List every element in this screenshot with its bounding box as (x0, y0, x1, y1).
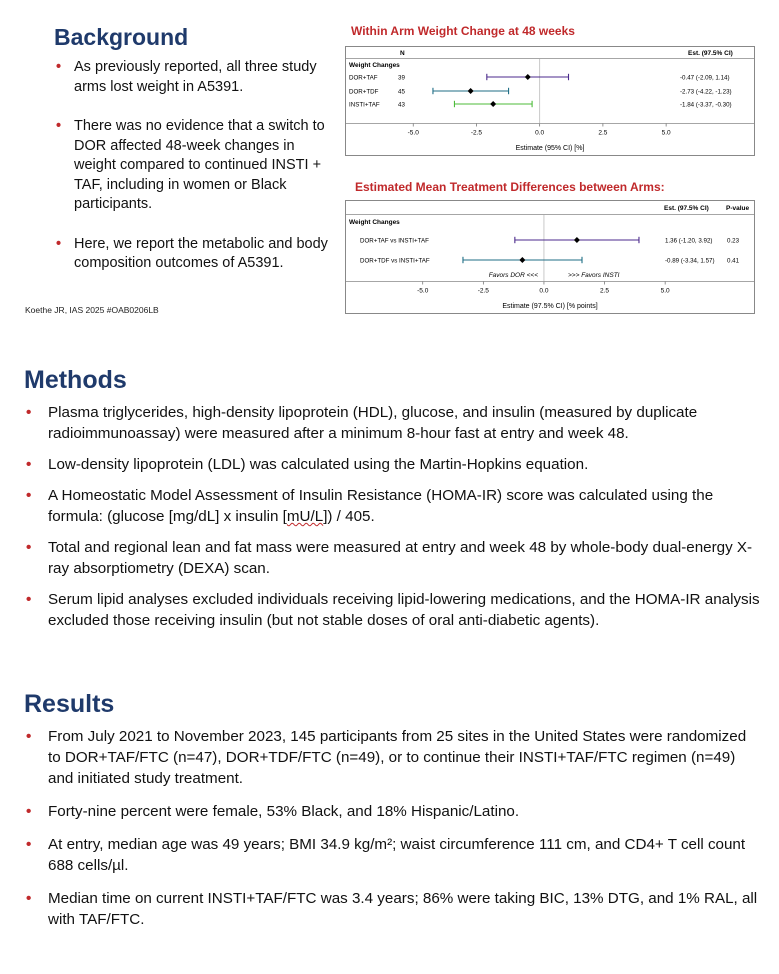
bullet-text: Low-density lipoprotein (LDL) was calculated using the Martin-Hopkins equation. (48, 456, 589, 473)
list-item (22, 801, 762, 822)
chart1-xlabel: Estimate (95% CI) [%] (515, 145, 585, 152)
chart2-forest-plot (345, 200, 755, 314)
bullet-text: Here, we report the metabolic and body composition outcomes of A5391. (74, 235, 328, 271)
bullet-text: A Homeostatic Model Assessment of Insulin Resistance (HOMA-IR) score was calculated using the formula: (glucose [mg/dL] x insulin [mU/L]) / 405. (48, 487, 714, 525)
bullet-text: Total and regional lean and fat mass were measured at entry and week 48 by whole-body dual-energy X-ray absorptiometry (DEXA) scan. (48, 539, 753, 577)
chart1-title: Within Arm Weight Change at 48 weeks (351, 24, 575, 38)
chart2-xlabel: Estimate (97.5% CI) [% points] (502, 303, 598, 310)
list-item (22, 589, 762, 631)
list-item (54, 117, 329, 215)
chart1-row-n: 43 (398, 101, 405, 109)
bullet-icon: • (56, 118, 62, 134)
list-item (22, 402, 762, 444)
bullet-icon: • (26, 591, 32, 608)
bullet-text: From July 2021 to November 2023, 145 participants from 25 sites in the United States were randomized to DOR+TAF/FTC (n=47), DOR+TDF/FTC (n=49), or to continue their INSTI+TAF/FTC regimen (n=49) and initiated study treatment. (48, 728, 747, 787)
chart1-tick-label: 0.0 (535, 129, 545, 137)
bullet-icon: • (26, 404, 32, 421)
bullet-icon: • (26, 539, 32, 556)
chart1-tick-label: -2.5 (470, 129, 483, 137)
chart2-tick-label: 5.0 (660, 287, 670, 295)
bullet-icon: • (26, 456, 32, 473)
chart2-tick-label: 0.0 (539, 287, 549, 295)
citation: Koethe JR, IAS 2025 #OAB0206LB (25, 305, 159, 315)
chart1-row-estimate: -0.47 (-2.09, 1.14) (680, 74, 730, 82)
results-list (22, 726, 762, 942)
chart1-row-estimate: -2.73 (-4.22, -1.23) (680, 88, 732, 96)
chart2-group-label: Weight Changes (349, 219, 400, 226)
bullet-icon: • (56, 235, 62, 252)
bullet-text: Serum lipid analyses excluded individuals receiving lipid-lowering medications, and the HOMA-IR analysis excluded those receiving insulin (but not stable doses of oral anti-diabetic agents). (48, 591, 760, 629)
results-heading: Results (24, 690, 115, 718)
chart2-row-label: DOR+TDF vs INSTI+TAF (360, 257, 430, 265)
chart1-row-label: DOR+TAF (349, 74, 378, 82)
bullet-icon: • (26, 890, 32, 907)
bullet-icon: • (26, 487, 32, 504)
chart1-tick-label: 5.0 (661, 129, 671, 137)
chart1-forest-plot (345, 46, 755, 156)
list-item (22, 888, 762, 930)
background-heading: Background (54, 24, 189, 50)
chart2-col-p: P-value (726, 205, 750, 212)
chart1-row-label: DOR+TDF (349, 88, 379, 96)
bullet-text: There was no evidence that a switch to DOR affected 48-week changes in weight compared to continued INSTI + TAF, including in women or Black participants. (74, 118, 325, 212)
methods-list (22, 402, 762, 641)
list-item (54, 235, 329, 274)
list-item (54, 58, 329, 97)
chart1-row-n: 39 (398, 74, 405, 82)
chart1-row-n: 45 (398, 88, 405, 96)
list-item (22, 726, 762, 789)
bullet-text: Median time on current INSTI+TAF/FTC was 3.4 years; 86% were taking BIC, 13% DTG, and 1% RAL, all with TAF/FTC. (48, 890, 758, 928)
bullet-icon: • (56, 59, 62, 75)
chart2-row-pvalue: 0.41 (727, 257, 740, 265)
chart1-tick-label: 2.5 (598, 129, 608, 137)
chart1-tick-label: -5.0 (407, 129, 419, 137)
chart1-row-estimate: -1.84 (-3.37, -0.30) (680, 101, 732, 109)
chart2-row-estimate: 1.36 (-1.20, 3.92) (665, 237, 713, 245)
chart2-tick-label: -2.5 (477, 287, 489, 295)
bullet-text: As previously reported, all three study arms lost weight in A5391. (74, 59, 317, 95)
bullet-icon: • (26, 836, 32, 853)
chart1-group-label: Weight Changes (349, 62, 400, 69)
list-item (22, 485, 762, 527)
bullet-text: At entry, median age was 49 years; BMI 34.9 kg/m²; waist circumference 111 cm, and CD4+ T cell count 688 cells/µl. (48, 836, 746, 874)
bullet-text: Plasma triglycerides, high-density lipoprotein (HDL), glucose, and insulin (measured by duplicate radioimmunoassay) were measured after a minimum 8-hour fast at entry and week 48. (48, 404, 698, 442)
bullet-text: Forty-nine percent were female, 53% Black, and 18% Hispanic/Latino. (48, 803, 520, 820)
methods-heading: Methods (24, 366, 127, 394)
chart2-tick-label: 2.5 (600, 287, 610, 295)
bullet-icon: • (26, 728, 32, 745)
chart2-col-est: Est. (97.5% CI) (664, 205, 709, 212)
bullet-icon: • (26, 803, 32, 820)
chart2-tick-label: -5.0 (417, 287, 429, 295)
chart1-col-est: Est. (97.5% CI) (688, 50, 733, 57)
chart2-row-label: DOR+TAF vs INSTI+TAF (360, 237, 429, 245)
chart2-favors-right: >>> Favors INSTI (568, 272, 620, 279)
list-item (22, 537, 762, 579)
chart2-row-pvalue: 0.23 (727, 237, 740, 245)
chart2-favors-left: Favors DOR <<< (488, 272, 538, 279)
list-item (22, 454, 762, 475)
spellcheck-underline: mU/L (286, 508, 324, 525)
background-list (54, 58, 329, 294)
list-item (22, 834, 762, 876)
chart1-row-label: INSTI+TAF (349, 101, 380, 109)
chart2-row-estimate: -0.89 (-3.34, 1.57) (665, 257, 715, 265)
chart1-col-n: N (400, 50, 405, 57)
chart2-title: Estimated Mean Treatment Differences between Arms: (355, 180, 665, 194)
